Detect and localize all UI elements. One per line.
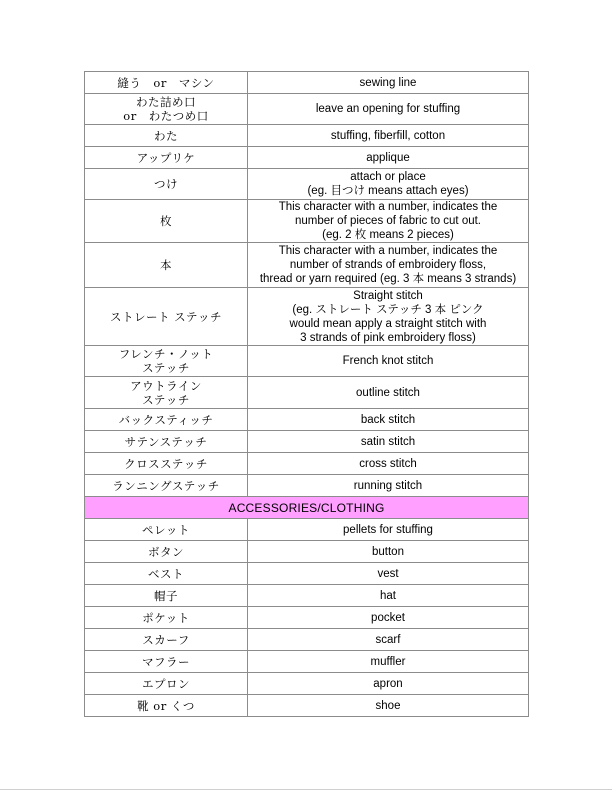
- english-meaning: apron: [248, 673, 529, 695]
- table-row: [85, 169, 529, 200]
- english-meaning: shoe: [248, 695, 529, 717]
- english-meaning: vest: [248, 563, 529, 585]
- japanese-term: ランニングステッチ: [85, 475, 248, 497]
- english-meaning: outline stitch: [248, 377, 529, 409]
- japanese-term: アウトライン ステッチ: [85, 377, 248, 409]
- japanese-term: 靴 or くつ: [85, 695, 248, 717]
- table-row: [85, 673, 529, 695]
- english-meaning: cross stitch: [248, 453, 529, 475]
- table-row: [85, 695, 529, 717]
- glossary-table: [84, 71, 529, 717]
- table-row: [85, 541, 529, 563]
- table-row: [85, 563, 529, 585]
- english-meaning: sewing line: [248, 72, 529, 94]
- japanese-term: 縫う or マシン: [85, 72, 248, 94]
- section-header: ACCESSORIES/CLOTHING: [85, 497, 529, 519]
- english-meaning: stuffing, fiberfill, cotton: [248, 125, 529, 147]
- japanese-term: 帽子: [85, 585, 248, 607]
- table-row: [85, 607, 529, 629]
- japanese-term: アップリケ: [85, 147, 248, 169]
- table-row: [85, 94, 529, 125]
- table-row: [85, 377, 529, 409]
- english-meaning: back stitch: [248, 409, 529, 431]
- table-row: [85, 200, 529, 243]
- japanese-term: エプロン: [85, 673, 248, 695]
- table-row: [85, 346, 529, 377]
- english-meaning: scarf: [248, 629, 529, 651]
- japanese-term: マフラー: [85, 651, 248, 673]
- japanese-term: バックスティッチ: [85, 409, 248, 431]
- english-meaning: pellets for stuffing: [248, 519, 529, 541]
- japanese-term: ペレット: [85, 519, 248, 541]
- japanese-term: つけ: [85, 169, 248, 200]
- section-header-row: [85, 497, 529, 519]
- japanese-term: ポケット: [85, 607, 248, 629]
- japanese-term: フレンチ・ノット ステッチ: [85, 346, 248, 377]
- japanese-term: 本: [85, 243, 248, 288]
- japanese-term: サテンステッチ: [85, 431, 248, 453]
- english-meaning: This character with a number, indicates the number of pieces of fabric to cut out. (eg. 2 枚 means 2 pieces): [248, 200, 529, 243]
- page-edge-divider: [0, 789, 612, 790]
- table-row: [85, 431, 529, 453]
- english-meaning: satin stitch: [248, 431, 529, 453]
- japanese-term: スカーフ: [85, 629, 248, 651]
- english-meaning: attach or place (eg. 目つけ means attach eyes): [248, 169, 529, 200]
- japanese-term: クロスステッチ: [85, 453, 248, 475]
- table-row: [85, 585, 529, 607]
- japanese-term: わた: [85, 125, 248, 147]
- table-row: [85, 475, 529, 497]
- english-meaning: French knot stitch: [248, 346, 529, 377]
- english-meaning: running stitch: [248, 475, 529, 497]
- table-row: [85, 629, 529, 651]
- english-meaning: leave an opening for stuffing: [248, 94, 529, 125]
- japanese-term: ストレート ステッチ: [85, 288, 248, 346]
- table-row: [85, 72, 529, 94]
- japanese-term: ベスト: [85, 563, 248, 585]
- table-row: [85, 125, 529, 147]
- japanese-term: ボタン: [85, 541, 248, 563]
- japanese-term: わた詰め口 or わたつめ口: [85, 94, 248, 125]
- english-meaning: hat: [248, 585, 529, 607]
- table-row: [85, 409, 529, 431]
- english-meaning: applique: [248, 147, 529, 169]
- english-meaning: muffler: [248, 651, 529, 673]
- english-meaning: Straight stitch (eg. ストレート ステッチ 3 本 ピンク would mean apply a straight stitch with 3 strands of pink embroidery floss): [248, 288, 529, 346]
- table-row: [85, 519, 529, 541]
- table-row: [85, 147, 529, 169]
- english-meaning: This character with a number, indicates the number of strands of embroidery floss, thread or yarn required (eg. 3 本 means 3 strands): [248, 243, 529, 288]
- table-row: [85, 453, 529, 475]
- english-meaning: pocket: [248, 607, 529, 629]
- english-meaning: button: [248, 541, 529, 563]
- table-row: [85, 288, 529, 346]
- table-row: [85, 243, 529, 288]
- table-row: [85, 651, 529, 673]
- japanese-term: 枚: [85, 200, 248, 243]
